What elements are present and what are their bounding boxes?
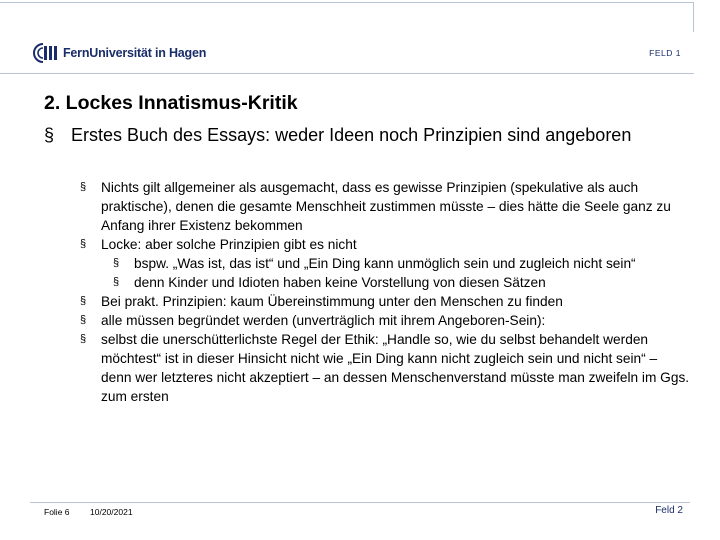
footer-slide-number: Folie 6 [44, 507, 70, 517]
list-item-text: Bei prakt. Prinzipien: kaum Übereinstimmung unter den Menschen zu finden [101, 294, 563, 309]
slide-title: 2. Lockes Innatismus-Kritik [44, 92, 298, 114]
list-item-text: alle müssen begründet werden (unverträglich mit ihrem Angeboren-Sein): [101, 313, 546, 328]
bullet-icon: § [80, 238, 87, 250]
logo-text: FernUniversität in Hagen [63, 46, 207, 60]
header-divider [0, 73, 694, 74]
header-feld-label: FELD 1 [649, 48, 681, 58]
list-item [80, 178, 690, 235]
list-item-text: Nichts gilt allgemeiner als ausgemacht, dass es gewisse Prinzipien (spekulative als auch praktische), denen die gesamte Menschheit zustimmen müsste – dies hätte die Seele ganz zu Anfang ihrer Existenz bekommen [101, 180, 671, 233]
list-item-text: Locke: aber solche Prinzipien gibt es nicht [101, 237, 357, 252]
main-point-text: Erstes Buch des Essays: weder Ideen noch Prinzipien sind angeboren [71, 125, 632, 145]
list-item [80, 292, 690, 311]
list-item-text: bspw. „Was ist, das ist“ und „Ein Ding kann unmöglich sein und zugleich nicht sein“ [134, 256, 636, 271]
bullet-icon: § [80, 295, 87, 307]
footer-date: 10/20/2021 [90, 507, 133, 517]
list-item [80, 273, 690, 292]
sub-bullet-list [80, 178, 690, 406]
university-logo [30, 40, 206, 66]
fernuni-logo-icon [30, 40, 60, 66]
list-item [80, 330, 690, 406]
bullet-icon: § [44, 125, 55, 145]
bullet-icon: § [80, 333, 87, 345]
footer-feld-label: Feld 2 [655, 505, 683, 516]
list-item [80, 235, 690, 254]
list-item-text: selbst die unerschütterlichste Regel der Ethik: „Handle so, wie du selbst behandelt werden möchtest“ ist in dieser Hinsicht nicht wie „Ein Ding kann nicht zugleich sein und nicht sein“ – denn wer letzteres nicht akzeptiert – an dessen Menschenverstand müsste man zweifeln im Ggs. zum ersten [101, 332, 690, 404]
header-frame [0, 2, 694, 32]
bullet-icon: § [80, 181, 87, 193]
list-item [80, 311, 690, 330]
list-item [80, 254, 690, 273]
list-item-text: denn Kinder und Idioten haben keine Vorstellung von diesen Sätzen [134, 275, 546, 290]
bullet-icon: § [113, 257, 120, 269]
bullet-icon: § [113, 276, 120, 288]
footer-divider [30, 502, 690, 503]
bullet-icon: § [80, 314, 87, 326]
main-bullet-point [44, 123, 664, 147]
